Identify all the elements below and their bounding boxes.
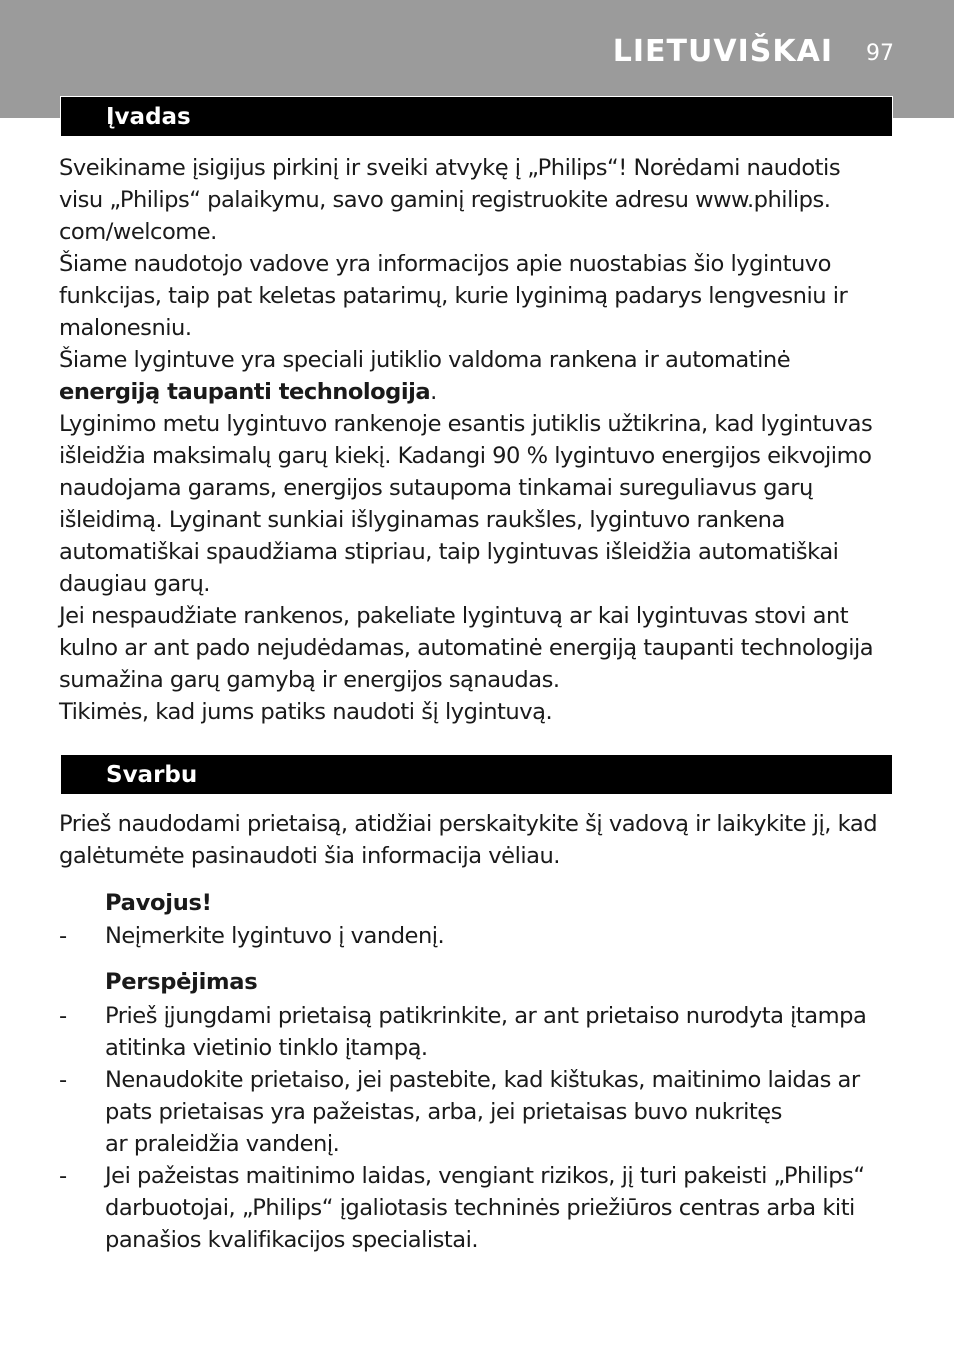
bullet-dash: - (59, 1003, 67, 1029)
section-header-intro (60, 96, 893, 137)
text-line: daugiau garų. (59, 571, 210, 597)
list-item-text (105, 1000, 905, 1064)
text-line: Šiame lygintuve yra speciali jutiklio valdoma rankena ir automatinė (59, 347, 791, 373)
text-line: kulno ar ant pado nejudėdamas, automatinė energiją taupanti technologija (59, 635, 874, 661)
text-line: atitinka vietinio tinklo įtampą. (105, 1035, 428, 1061)
bullet-dash: - (59, 923, 67, 949)
intro-body (59, 152, 899, 728)
text-line: Tikimės, kad jums patiks naudoti šį lygintuvą. (59, 699, 553, 725)
text-line: panašios kvalifikacijos specialistai. (105, 1227, 479, 1253)
section-header-important (60, 754, 893, 795)
text-line: visu „Philips“ palaikymu, savo gaminį registruokite adresu www.philips. (59, 187, 831, 213)
text-line: naudojama garams, energijos sutaupoma tinkamai sureguliavus garų (59, 475, 813, 501)
section-title-important: Svarbu (106, 762, 198, 788)
intro-paragraph-5 (59, 600, 899, 696)
intro-paragraph-1 (59, 152, 899, 248)
warning-heading: Perspėjimas (105, 969, 258, 995)
text-line: malonesniu. (59, 315, 192, 341)
text-line: Jei pažeistas maitinimo laidas, vengiant rizikos, jį turi pakeisti „Philips“ (105, 1163, 865, 1189)
text-line: Sveikiname įsigijus pirkinį ir sveiki atvykę į „Philips“! Norėdami naudotis (59, 155, 841, 181)
section-title-intro: Įvadas (106, 104, 191, 130)
page-number: 97 (866, 41, 894, 66)
list-item-text (105, 1160, 905, 1256)
text-line: galėtumėte pasinaudoti šia informacija vėliau. (59, 843, 560, 869)
text-line: darbuotojai, „Philips“ įgaliotasis techninės priežiūros centras arba kiti (105, 1195, 855, 1221)
text-line: Nenaudokite prietaiso, jei pastebite, kad kištukas, maitinimo laidas ar (105, 1067, 860, 1093)
important-body (59, 808, 899, 872)
text-line: Jei nespaudžiate rankenos, pakeliate lygintuvą ar kai lygintuvas stovi ant (59, 603, 849, 629)
text-line: Prieš įjungdami prietaisą patikrinkite, ar ant prietaiso nurodyta įtampa (105, 1003, 867, 1029)
intro-paragraph-6 (59, 696, 899, 728)
text-line: sumažina garų gamybą ir energijos sąnaudas. (59, 667, 560, 693)
text-line: išleidžia maksimalų garų kiekį. Kadangi 90 % lygintuvo energijos eikvojimo (59, 443, 872, 469)
important-paragraph-1 (59, 808, 899, 872)
bullet-dash: - (59, 1163, 67, 1189)
text-line: Lyginimo metu lygintuvo rankenoje esantis jutiklis užtikrina, kad lygintuvas (59, 411, 873, 437)
intro-paragraph-3 (59, 344, 899, 408)
text-line: išleidimą. Lyginant sunkiai išlyginamas raukšles, lygintuvo rankena (59, 507, 785, 533)
text-line: funkcijas, taip pat keletas patarimų, kurie lyginimą padarys lengvesniu ir (59, 283, 848, 309)
bold-phrase: energiją taupanti technologija (59, 379, 431, 405)
text-line: Prieš naudodami prietaisą, atidžiai perskaitykite šį vadovą ir laikykite jį, kad (59, 811, 878, 837)
intro-paragraph-2 (59, 248, 899, 344)
intro-paragraph-4 (59, 408, 899, 600)
text-line: Neįmerkite lygintuvo į vandenį. (105, 923, 445, 949)
text-line: Šiame naudotojo vadove yra informacijos apie nuostabias šio lygintuvo (59, 251, 831, 277)
text-line (59, 376, 899, 408)
list-item-text (105, 1064, 905, 1160)
text-line: pats prietaisas yra pažeistas, arba, jei prietaisas buvo nukritęs (105, 1099, 782, 1125)
text-line: automatiškai spaudžiama stipriau, taip lygintuvas išleidžia automatiškai (59, 539, 839, 565)
text-line: com/welcome. (59, 219, 217, 245)
text-line: ar praleidžia vandenį. (105, 1131, 340, 1157)
language-title: LIETUVIŠKAI (612, 34, 833, 69)
list-item-text (105, 920, 905, 952)
danger-heading: Pavojus! (105, 890, 212, 916)
period: . (430, 379, 437, 405)
bullet-dash: - (59, 1067, 67, 1093)
